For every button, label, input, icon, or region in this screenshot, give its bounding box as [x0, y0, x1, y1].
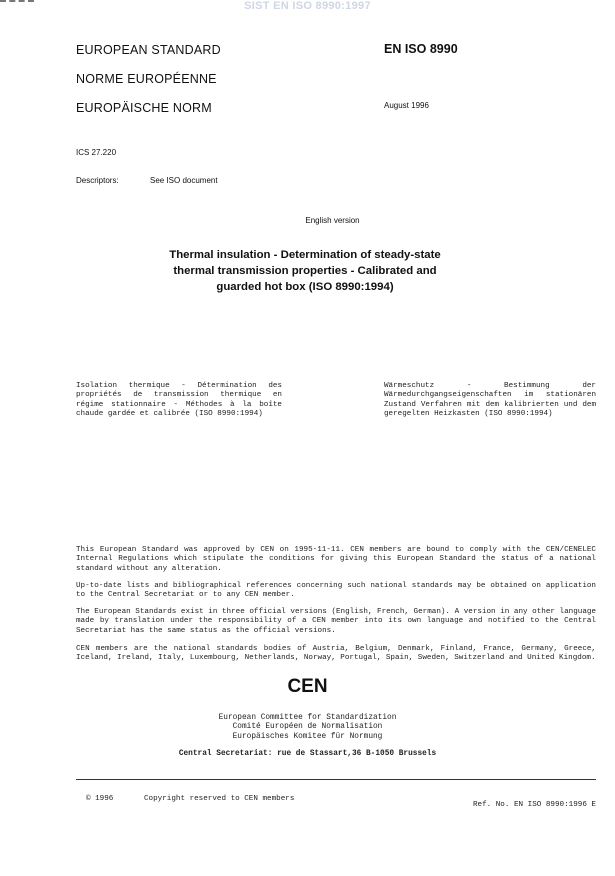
footer-divider: [76, 779, 596, 780]
descriptors-label: Descriptors:: [76, 176, 119, 185]
cen-name-block: [0, 714, 615, 742]
title-french: Isolation thermique - Détermination des propriétés de transmission thermique en régime stationnaire - Méthodes à la boîte chaude gardée et calibrée (ISO 8990:1994): [76, 382, 282, 419]
central-secretariat: Central Secretariat: rue de Stassart,36 B-1050 Brussels: [178, 750, 437, 758]
copyright-notice: Copyright reserved to CEN members: [144, 795, 295, 803]
cen-name-de: Europäisches Komitee für Normung: [232, 732, 383, 741]
standard-number: EN ISO 8990: [384, 42, 458, 56]
cen-name-fr: Comité Européen de Normalisation: [232, 723, 383, 732]
cen-name-en: European Committee for Standardization: [218, 714, 397, 722]
approval-paragraph: This European Standard was approved by CEN on 1995-11-11. CEN members are bound to comply with the CEN/CENELEC Internal Regulations which stipulate the conditions for giving this European Standard the status of a national standard without any alteration.: [76, 546, 596, 573]
title-german: Wärmeschutz - Bestimmung der Wärmedurchgangseigenschaften im stationären Zustand Verfahren mit dem kalibrierten und dem geregelten Heizkasten (ISO 8990:1994): [384, 382, 596, 419]
cen-logo: CEN: [287, 676, 328, 697]
header-title-de: EUROPÄISCHE NORM: [76, 101, 212, 115]
references-paragraph: Up-to-date lists and bibliographical references concerning such national standards may be obtained on application to the Central Secretariat or to any CEN member.: [76, 582, 596, 600]
header-title-en: EUROPEAN STANDARD: [76, 43, 221, 57]
title-line-3: guarded hot box (ISO 8990:1994): [216, 281, 394, 293]
reference-number: Ref. No. EN ISO 8990:1996 E: [472, 801, 596, 809]
language-version: English version: [305, 216, 360, 225]
watermark: SIST EN ISO 8990:1997: [244, 0, 371, 12]
header-title-fr: NORME EUROPÉENNE: [76, 72, 217, 86]
versions-paragraph: The European Standards exist in three official versions (English, French, German). A version in any other language made by translation under the responsibility of a CEN member into its own language and notified to the Central Secretariat has the same status as the official versions.: [76, 608, 596, 635]
document-title: [150, 247, 460, 295]
ics-code: ICS 27.220: [76, 148, 117, 157]
publication-date: August 1996: [384, 101, 429, 110]
title-line-2: thermal transmission properties - Calibrated and: [173, 265, 437, 277]
members-paragraph: CEN members are the national standards bodies of Austria, Belgium, Denmark, Finland, France, Germany, Greece, Iceland, Ireland, Italy, Luxembourg, Netherlands, Norway, Portugal, Spain, Sweden, Switzerland and United Kingdom.: [76, 645, 596, 663]
title-line-1: Thermal insulation - Determination of steady-state: [169, 249, 441, 261]
descriptors-value: See ISO document: [150, 176, 218, 185]
copyright-year: © 1996: [86, 795, 114, 803]
